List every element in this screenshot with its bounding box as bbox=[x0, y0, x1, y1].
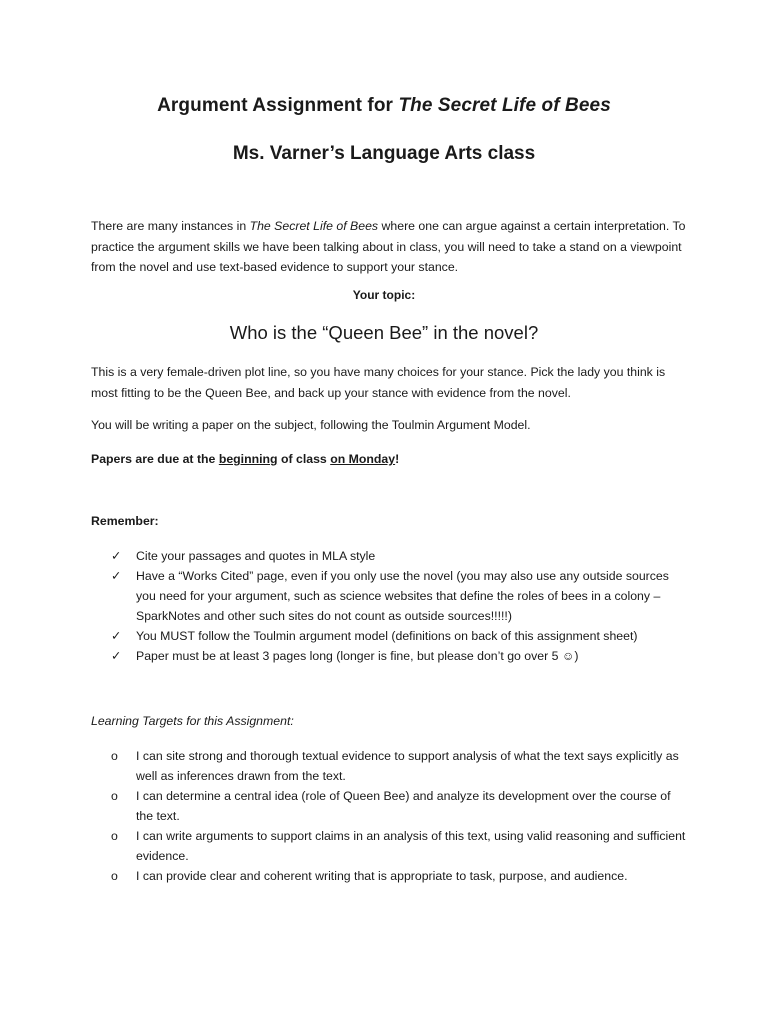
target-text: I can site strong and thorough textual evidence to support analysis of what the text says explicitly as well as inferences drawn from the text. bbox=[136, 749, 679, 783]
list-item bbox=[111, 866, 691, 886]
due-date-line bbox=[91, 449, 691, 470]
remember-item-text: Paper must be at least 3 pages long (longer is fine, but please don’t go over 5 ☺) bbox=[136, 649, 579, 663]
target-text: I can write arguments to support claims in an analysis of this text, using valid reasoning and sufficient evidence. bbox=[136, 829, 686, 863]
choice-paragraph: This is a very female-driven plot line, so you have many choices for your stance. Pick the lady you think is most fitting to be the Queen Bee, and back up your stance with evidence from the novel. bbox=[91, 365, 666, 400]
list-item bbox=[111, 546, 691, 566]
checkmark-icon: ✓ bbox=[111, 649, 122, 663]
remember-heading: Remember: bbox=[91, 514, 159, 528]
due-emph-beginning: beginning bbox=[218, 452, 278, 466]
due-part2: of class bbox=[277, 452, 331, 466]
list-item bbox=[111, 746, 691, 786]
target-text: I can determine a central idea (role of Queen Bee) and analyze its development over the course of the text. bbox=[136, 789, 671, 823]
due-emph-monday: on Monday bbox=[330, 452, 396, 466]
intro-paragraph bbox=[91, 216, 691, 278]
title-book: The Secret Life of Bees bbox=[398, 95, 611, 116]
bullet-circle-icon: o bbox=[111, 749, 118, 763]
target-text: I can provide clear and coherent writing that is appropriate to task, purpose, and audience. bbox=[136, 869, 628, 883]
checkmark-icon: ✓ bbox=[111, 629, 122, 643]
topic-question: Who is the “Queen Bee” in the novel? bbox=[229, 322, 539, 343]
bullet-circle-icon: o bbox=[111, 789, 118, 803]
learning-targets-list bbox=[111, 746, 691, 886]
bullet-circle-icon: o bbox=[111, 829, 118, 843]
remember-item-text: You MUST follow the Toulmin argument model (definitions on back of this assignment sheet) bbox=[136, 629, 638, 643]
intro-book: The Secret Life of Bees bbox=[249, 219, 379, 233]
learning-targets-heading: Learning Targets for this Assignment: bbox=[91, 714, 294, 728]
list-item bbox=[111, 826, 691, 866]
due-part1: Papers are due at the bbox=[91, 452, 219, 466]
intro-part2: where one can argue against a certain interpretation. To practice the argument skills we have been talking about in class, you will need to take a stand on a viewpoint from the novel and use text-based evidence to support your stance. bbox=[91, 219, 686, 274]
document-title bbox=[0, 95, 768, 117]
due-part3: ! bbox=[395, 452, 400, 466]
title-prefix: Argument Assignment for bbox=[157, 95, 399, 116]
document-subtitle: Ms. Varner’s Language Arts class bbox=[232, 143, 536, 164]
remember-item-text: Cite your passages and quotes in MLA style bbox=[136, 549, 376, 563]
list-item bbox=[111, 646, 691, 666]
list-item bbox=[111, 566, 691, 626]
checkmark-icon: ✓ bbox=[111, 549, 122, 563]
list-item bbox=[111, 786, 691, 826]
topic-label: Your topic: bbox=[352, 288, 416, 302]
toulmin-paragraph: You will be writing a paper on the subject, following the Toulmin Argument Model. bbox=[91, 418, 531, 432]
bullet-circle-icon: o bbox=[111, 869, 118, 883]
checkmark-icon: ✓ bbox=[111, 569, 122, 583]
remember-list bbox=[111, 546, 691, 666]
remember-item-text: Have a “Works Cited” page, even if you only use the novel (you may also use any outside sources you need for your argument, such as science websites that define the roles of bees in a colony – SparkNotes and other such sites do not count as outside sources!!!!!) bbox=[136, 569, 669, 623]
list-item bbox=[111, 626, 691, 646]
intro-part1: There are many instances in bbox=[91, 219, 250, 233]
